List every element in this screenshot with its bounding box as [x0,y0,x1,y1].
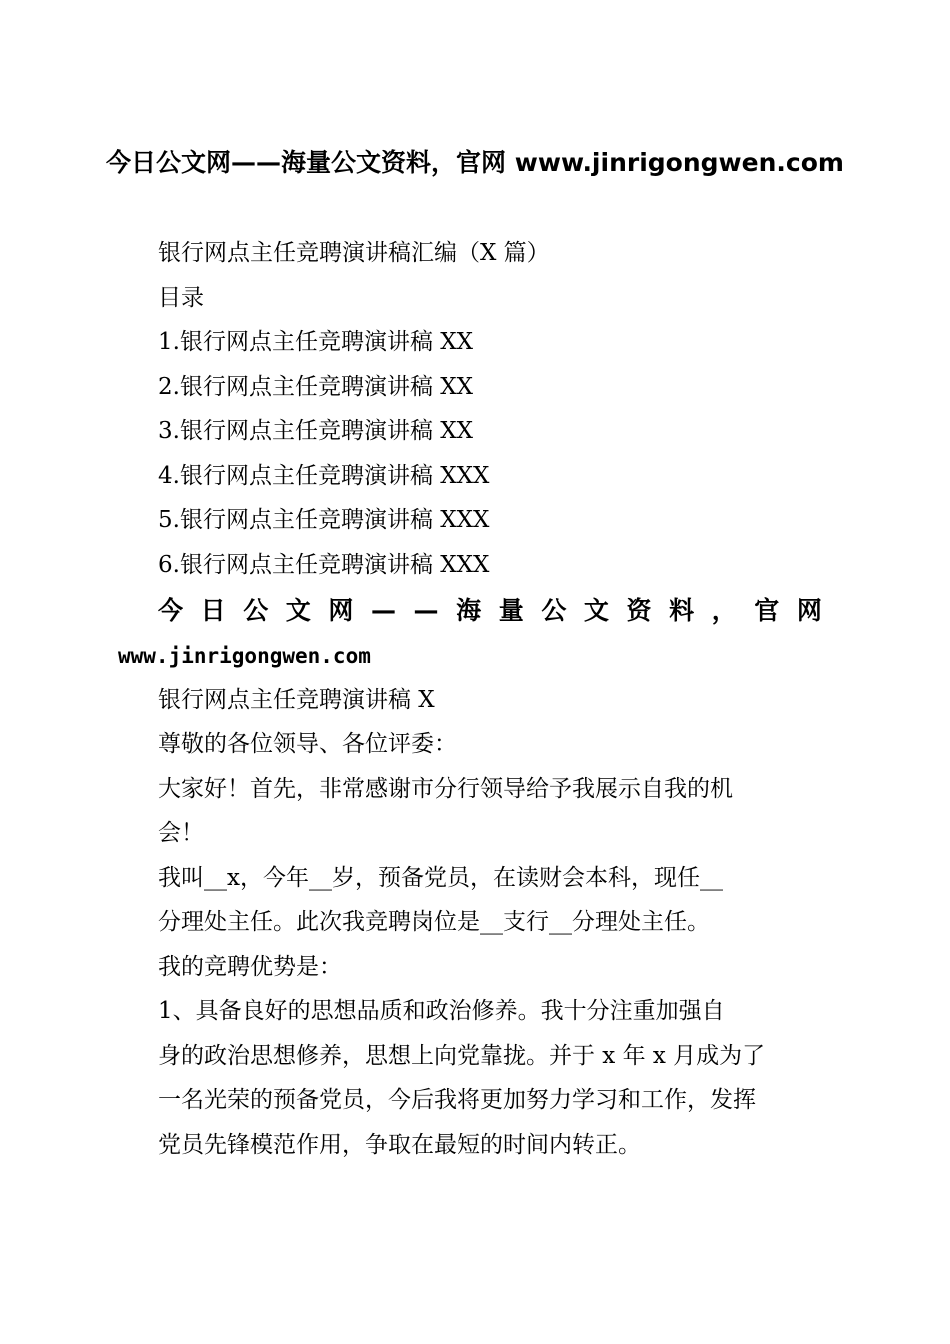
mid-banner-char: 文 [583,596,609,625]
toc-item: 5.银行网点主任竞聘演讲稿 XXX [158,507,490,533]
mid-banner-char: 官 [754,596,780,625]
salutation: 尊敬的各位领导、各位评委： [158,731,457,757]
mid-banner-char: 日 [200,596,226,625]
body-line: 我叫__x，今年__岁，预备党员，在读财会本科，现任__ [158,865,723,891]
body-line: 1、具备良好的思想品质和政治修养。我十分注重加强自 [158,998,725,1024]
body-line: 我的竞聘优势是： [158,954,342,980]
mid-banner-char: 资 [626,596,652,625]
toc-item: 6.银行网点主任竞聘演讲稿 XXX [158,552,490,578]
mid-banner-char: 海 [456,596,482,625]
toc-item: 4.银行网点主任竞聘演讲稿 XXX [158,463,490,489]
mid-banner-char: 网 [328,596,354,625]
body-line: 分理处主任。此次我竞聘岗位是__支行__分理处主任。 [158,909,710,935]
mid-banner-char: — [370,596,396,625]
mid-banner-char: 料 [669,596,695,625]
document-title: 银行网点主任竞聘演讲稿汇编（X 篇） [158,240,550,266]
body-line: 大家好！首先，非常感谢市分行领导给予我展示自我的机 [158,776,733,802]
toc-heading: 目录 [158,285,204,311]
body-line: 会！ [158,820,204,846]
mid-banner-char: — [413,596,439,625]
body-line: 党员先锋模范作用，争取在最短的时间内转正。 [158,1132,641,1158]
mid-banner [158,595,822,627]
body-line: 身的政治思想修养，思想上向党靠拢。并于 x 年 x 月成为了 [158,1043,766,1069]
body-line: 一名光荣的预备党员，今后我将更加努力学习和工作，发挥 [158,1087,756,1113]
toc-item: 2.银行网点主任竞聘演讲稿 XX [158,374,474,400]
mid-banner-char: 公 [243,596,269,625]
toc-item: 3.银行网点主任竞聘演讲稿 XX [158,418,474,444]
mid-banner-char: 网 [796,596,822,625]
mid-banner-url: www.jinrigongwen.com [118,644,371,668]
mid-banner-char: 公 [541,596,567,625]
mid-banner-char: ， [711,596,737,625]
mid-banner-char: 今 [158,596,184,625]
speech-title: 银行网点主任竞聘演讲稿 X [158,687,435,713]
site-banner: 今日公文网——海量公文资料，官网 www.jinrigongwen.com [106,148,844,177]
toc-item: 1.银行网点主任竞聘演讲稿 XX [158,329,474,355]
mid-banner-char: 文 [285,596,311,625]
mid-banner-char: 量 [498,596,524,625]
